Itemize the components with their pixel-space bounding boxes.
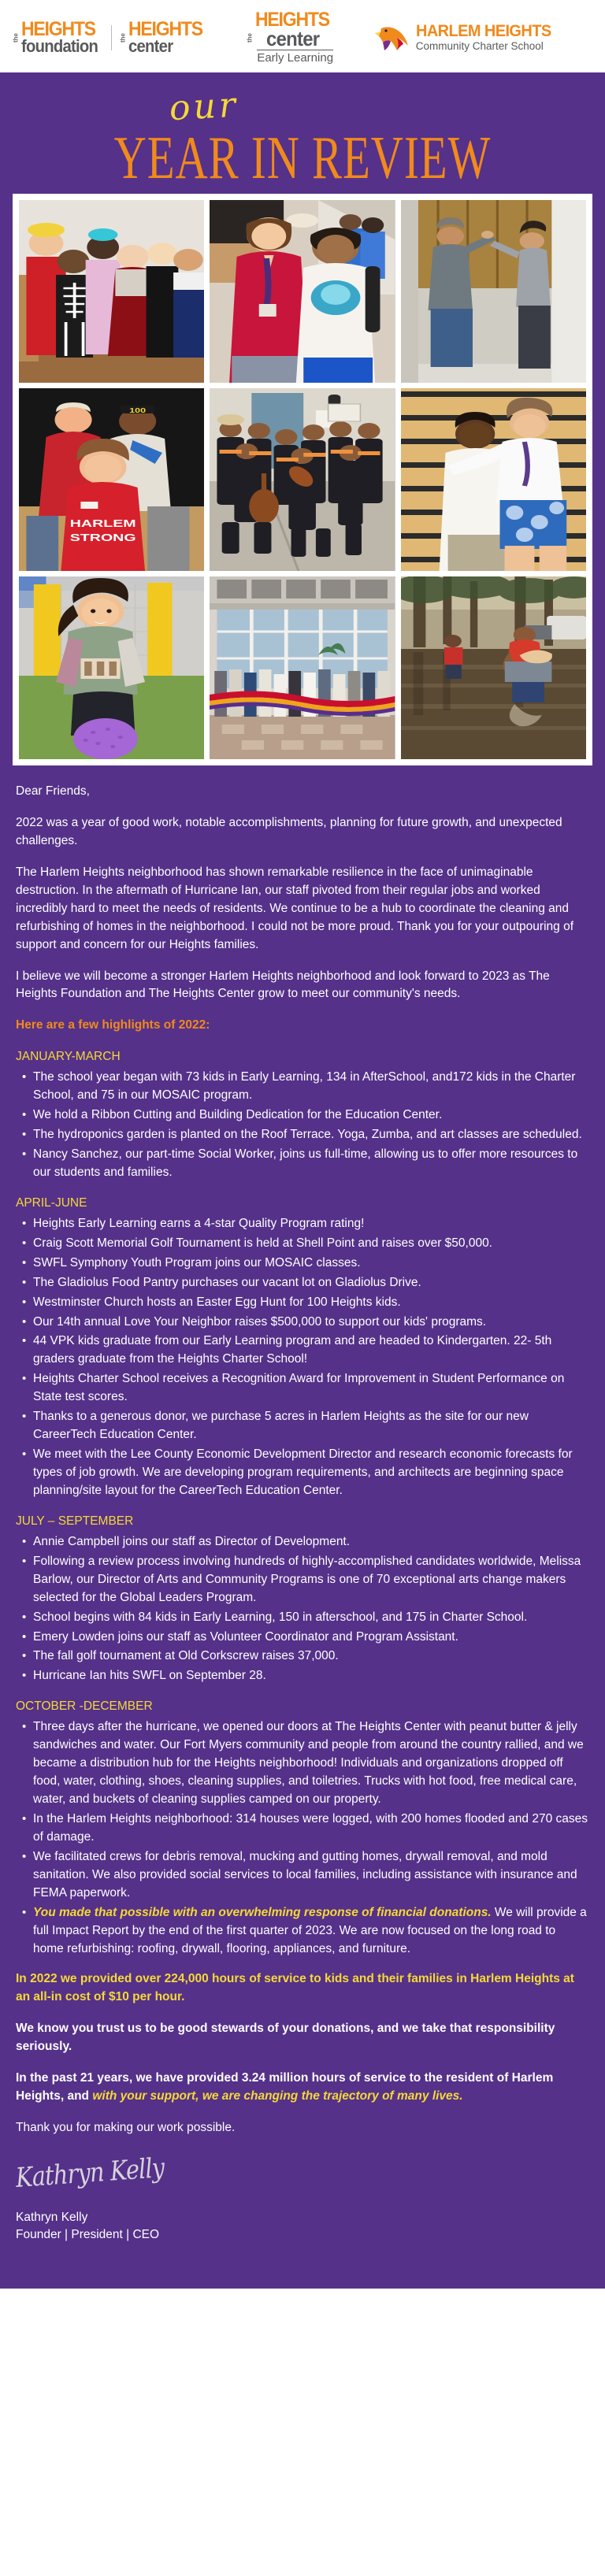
stewardship-statement: We know you trust us to be good stewards of your donations, and we take that responsibility seriously. [16, 2022, 555, 2054]
list-item: • Three days after the hurricane, we opened our doors at The Heights Center with peanut butter & jelly sandwiches and water. Our Fort Myers community and people from around the country rallied, and we became a distribution hub for the Heights neighborhood! Individuals and organizations dropped off food, water, clothing, shoes, cleaning supplies, and toiletries. Trucks with hot food, free medical care, water, and buckets of cleaning supplies camped on our property. [33, 1718, 589, 1809]
list-item: • The Gladiolus Food Pantry purchases our vacant lot on Gladiolus Drive. [33, 1274, 589, 1292]
bullet-list-january-march [16, 1069, 589, 1182]
signature-script: Kathryn Kelly [14, 2152, 165, 2194]
letter-salutation: Dear Friends, [16, 784, 90, 798]
the-label-early-learning: the [246, 33, 254, 43]
foundation-wordmark: foundation [21, 36, 98, 57]
letter-paragraph-2: The Harlem Heights neighborhood has shown remarkable resilience in the face of unimaginable destruction. In the aftermath of Hurricane Ian, our staff pivoted from their regular jobs and worked incredibly hard to meet the needs of residents. We continue to be a hub to coordinate the cleaning and refurbishing of homes in the neighborhood. I could not be more proud. Thank you for your outpouring of support and concern for our Heights families. [16, 865, 573, 951]
center-wordmark-early-learning: center [266, 27, 320, 51]
list-item: • Craig Scott Memorial Golf Tournament is held at Shell Point and raises over $50,000. [33, 1235, 589, 1253]
heights-wordmark-early-learning: HEIGHTS [254, 9, 329, 32]
list-item: • The school year began with 73 kids in Early Learning, 134 in AfterSchool, and172 kids in the Charter School, and 75 in our MOSAIC program. [33, 1069, 589, 1105]
letter-body [0, 765, 605, 2289]
list-item: • Annie Campbell joins our staff as Director of Development. [33, 1533, 589, 1551]
list-item: • In the Harlem Heights neighborhood: 314 houses were logged, with 200 homes flooded and 270 cases of damage. [33, 1811, 589, 1847]
list-item: • SWFL Symphony Youth Program joins our MOSAIC classes. [33, 1255, 589, 1273]
stat-hours-of-service: In 2022 we provided over 224,000 hours of service to kids and their families in Harlem Heights at an all-in cost of $10 per hour. [16, 1972, 574, 2004]
hero-title-block [0, 72, 605, 192]
early-learning-tagline: Early Learning [257, 50, 334, 65]
the-label-center: the [119, 32, 127, 43]
list-item: • The fall golf tournament at Old Corkscrew raises 37,000. [33, 1648, 589, 1666]
heights-wordmark-foundation: HEIGHTS [21, 18, 95, 41]
highlight-section-october-december [16, 1698, 589, 1958]
gallery-photo-halloween-costumes [19, 200, 204, 383]
hero-title: YEAR IN REVIEW [113, 124, 492, 192]
letter-paragraph-1: 2022 was a year of good work, notable accomplishments, planning for future growth, and unexpected challenges. [16, 815, 562, 847]
logo-header-bar [0, 0, 605, 72]
highlight-section-april-june [16, 1195, 589, 1500]
season-heading-january-march: JANUARY-MARCH [16, 1050, 121, 1064]
the-label-foundation: the [12, 32, 20, 43]
list-item: • We meet with the Lee County Economic Development Director and research economic forecasts for types of job growth. We are developing program requirements, and architects are beginning space planning/site layout for the CareerTech Education Center. [33, 1446, 589, 1500]
season-heading-april-june: APRIL-JUNE [16, 1195, 87, 1210]
list-item: • Heights Charter School receives a Recognition Award for Improvement in Student Performance on State test scores. [33, 1370, 589, 1407]
svg-text:HARLEM: HARLEM [69, 518, 136, 530]
harlem-heights-wordmark: HARLEM HEIGHTS [415, 22, 551, 41]
donations-emphasis: You made that possible with an overwhelming response of financial donations. [33, 1905, 492, 1919]
heights-center-early-learning-lockup [245, 11, 336, 65]
gallery-photo-mosaic-orchestra [210, 388, 395, 571]
photo-gallery-grid [19, 200, 586, 759]
bullet-list-april-june [16, 1215, 589, 1500]
letter-paragraph-3: I believe we will become a stronger Harlem Heights neighborhood and look forward to 2023 as The Heights Foundation and The Heights Center grow to meet our community's needs. [16, 969, 550, 1001]
list-item: • Our 14th annual Love Your Neighbor raises $500,000 to support our kids' programs. [33, 1314, 589, 1332]
list-item: • Nancy Sanchez, our part-time Social Worker, joins us full-time, allowing us to offer more resources to our students and families. [33, 1146, 589, 1182]
list-item: • Following a review process involving hundreds of highly-accomplished candidates worldwide, Melissa Barlow, our Director of Arts and Community Programs is one of 70 exceptional arts change makers selected for the Global Leaders Program. [33, 1553, 589, 1607]
list-item: • Westminster Church hosts an Easter Egg Hunt for 100 Heights kids. [33, 1294, 589, 1312]
list-item: • Heights Early Learning earns a 4-star Quality Program rating! [33, 1215, 589, 1233]
list-item-donations [33, 1904, 589, 1959]
past-years-prefix: In the past 21 years, we have provided 3.24 million hours of service to the resident of Harlem Heights, and [16, 2071, 554, 2103]
purple-body [0, 72, 605, 2289]
gallery-photo-child-with-ball [19, 576, 204, 759]
charter-school-tagline: Community Charter School [415, 40, 544, 53]
hero-script-word: our [168, 84, 240, 129]
thank-you-line: Thank you for making our work possible. [16, 2121, 236, 2135]
center-wordmark: center [128, 36, 173, 57]
signature-name: Kathryn Kelly [16, 2211, 88, 2224]
season-heading-july-september: JULY – SEPTEMBER [16, 1514, 134, 1528]
season-heading-october-december: OCTOBER -DECEMBER [16, 1699, 153, 1714]
gallery-photo-staff-and-student [210, 200, 395, 383]
gallery-photo-home-repair-high-five [401, 200, 586, 383]
highlights-heading: Here are a few highlights of 2022: [16, 1018, 210, 1032]
list-item: • 44 VPK kids graduate from our Early Learning program and are headed to Kindergarten. 22- 5th graders graduate from the Heights Charter School! [33, 1332, 589, 1369]
logo-divider [111, 25, 112, 50]
signature-title: Founder | President | CEO [16, 2228, 160, 2242]
list-item: • We hold a Ribbon Cutting and Building Dedication for the Education Center. [33, 1106, 589, 1125]
heights-wordmark-center: HEIGHTS [128, 18, 202, 41]
highlight-section-january-march [16, 1048, 589, 1182]
gallery-photo-hug-in-gym [401, 388, 586, 571]
list-item: • Emery Lowden joins our staff as Volunteer Coordinator and Program Assistant. [33, 1629, 589, 1647]
bullet-list-july-september [16, 1533, 589, 1686]
svg-text:STRONG: STRONG [69, 532, 136, 544]
list-item: • We facilitated crews for debris removal, mucking and gutting homes, drywall removal, and mold sanitation. We also provided social services to local families, including assistance with insurance and FEMA paperwork. [33, 1848, 589, 1903]
gallery-photo-ribbon-cutting [210, 576, 395, 759]
bullet-list-october-december [16, 1718, 589, 1958]
list-item: • The hydroponics garden is planted on the Roof Terrace. Yoga, Zumba, and art classes are scheduled. [33, 1126, 589, 1144]
list-item: • Hurricane Ian hits SWFL on September 28. [33, 1667, 589, 1685]
gallery-photo-harlem-strong-group [19, 388, 204, 571]
gallery-photo-hurricane-flood [401, 576, 586, 759]
donations-rest: We will provide a full Impact Report by the end of the first quarter of 2023. We are now focused on the long road to home refurbishing: roofing, drywall, flooring, appliances, and furniture. [33, 1905, 587, 1955]
highlight-section-july-september [16, 1513, 589, 1685]
svg-text:100: 100 [129, 407, 147, 415]
eagle-mascot-icon [373, 19, 411, 57]
harlem-heights-charter-lockup [373, 19, 559, 57]
past-years-emphasis: with your support, we are changing the trajectory of many lives. [92, 2089, 463, 2103]
past-years-statement [16, 2070, 589, 2106]
bottom-spacer [16, 2244, 589, 2289]
list-item: • School begins with 84 kids in Early Learning, 150 in afterschool, and 175 in Charter School. [33, 1609, 589, 1627]
heights-foundation-center-lockup [11, 20, 209, 55]
list-item: • Thanks to a generous donor, we purchase 5 acres in Harlem Heights as the site for our new CareerTech Education Center. [33, 1408, 589, 1444]
photo-gallery-frame [13, 194, 592, 765]
